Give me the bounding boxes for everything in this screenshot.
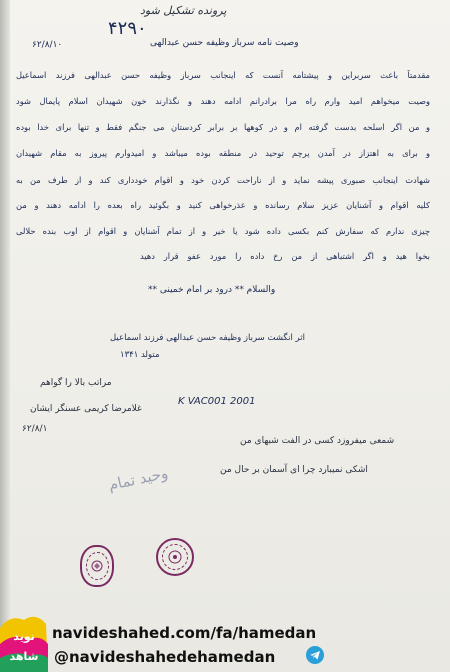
witness-statement: مراتب بالا را گواهم	[40, 378, 112, 388]
seal-emblem-icon	[167, 549, 183, 565]
pencil-annotation: K VAC001 2001	[178, 396, 256, 407]
seal-emblem-icon	[90, 559, 104, 573]
poem-line-1: شمعی میفروزد کسی در الفت شبهای من	[240, 436, 395, 446]
watermark-handle: @navideshahedehamedan	[54, 648, 276, 666]
body-line-8: بخوا هید و اگر اشتباهی از من رخ داده را مورد عفو قرار دهید	[140, 251, 430, 261]
seal-inner-ring	[162, 544, 188, 570]
page-fold-shadow	[0, 0, 10, 672]
witness-date: ۶۲/۸/۱	[22, 424, 48, 434]
margin-date: ۶۲/۸/۱۰	[32, 40, 63, 50]
witness-name: غلامرضا کریمی عسنگر ایشان	[30, 404, 142, 414]
navideshahed-logo-icon	[0, 610, 48, 672]
document-subject: وصیت نامه سرباز وظیفه حسن عبدالهی	[150, 38, 299, 48]
seal-inner-ring	[86, 552, 109, 581]
svg-text:نوید: نوید	[13, 630, 35, 643]
telegram-icon	[306, 646, 324, 664]
closing-line: والسلام ** درود بر امام خمینی **	[148, 285, 276, 295]
margin-pencil-signature: وحید تمام	[106, 463, 170, 495]
body-line-5: شهادت اینجانب صبوری پیشه نماید و از ناراحت کردن خود و اقوام خودداری کند و از طرف من به	[16, 175, 430, 185]
svg-text:شاهد: شاهد	[9, 650, 39, 663]
purple-seal-stamp-left	[80, 545, 114, 587]
file-number: ۴۲۹۰	[108, 18, 147, 39]
birth-year: متولد ۱۳۴۱	[120, 350, 160, 360]
watermark-footer	[0, 610, 450, 672]
body-line-1: مقدمتاً باعث سربراین و پیشتامه آنست که اینجانب سرباز وظیفه حسن عبدالهی فرزند اسماعیل	[16, 70, 430, 80]
signature-line: اثر انگشت سرباز وظیفه حسن عبدالهی فرزند اسماعیل	[110, 333, 305, 343]
purple-seal-stamp-right	[156, 538, 194, 576]
poem-line-2: اشکی نمیبارد چرا ای آسمان بر حال من	[220, 465, 368, 475]
body-line-2: وصیت میخواهم امید وارم راه مرا برادرانم ادامه دهند و نگذارند خون شهیدان اسلام پایمال شود	[16, 96, 430, 106]
body-line-7: چیزی ندارم که سفارش کنم بکسی داده شود یا خیر و از تمام آشنایان و اقوام از اوب بنده حلالی	[16, 226, 430, 236]
body-line-3: و من اگر اسلحه بدست گرفته ام و در کوهها بر برابر کردستان می جنگم فقط و تنها برای خدا بوده	[16, 122, 430, 132]
body-line-6: کلیه اقوام و آشنایان عزیز سلام رسانده و عذرخواهی کنید و بگوئید راه بعده را ادامه دهند و من	[16, 200, 430, 210]
body-line-4: و برای به اهتزاز در آمدن پرچم توحید در منطقه بوده میباشد و امیدوارم پیروز به مقام شهیدان	[16, 148, 430, 158]
watermark-site-url: navideshahed.com/fa/hamedan	[52, 624, 317, 642]
header-title: پرونده تشکیل شود	[140, 4, 227, 17]
